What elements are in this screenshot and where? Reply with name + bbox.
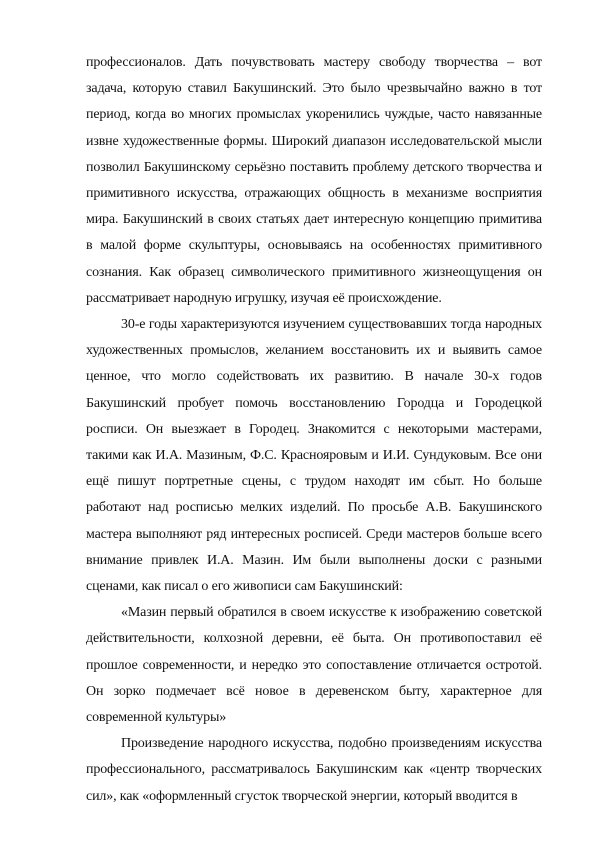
paragraph-mazin-quote: «Мазин первый обратился в своем искусстве к изображению советской действительности, колхозной деревни, её быта. Он противопоставил её прошлое современности, и нередко это сопоставление отличается остротой. Он зорко подмечает всё новое в деревенском быту, характерное для современной культуры» [86,605,542,726]
paragraph-folk-art-work: Произведение народного искусства, подобно произведениям искусства профессионального, рассматривалось Бакушинским как «центр творческих сил», как «оформленный сгусток творческой энергии, который вводится в [86,736,542,804]
paragraph-30s-years: 30-е годы характеризуются изучением существовавших тогда народных художественных промыслов, желанием восстановить их и выявить самое ценное, что могло содействовать их развитию. В начале 30-х годов Бакушинский пробует помочь восстановлению Городца и Городецкой росписи. Он выезжает в Городец. Знакомится с некоторыми мастерами, такими как И.А. Мазиным, Ф.С. Краснояровым и И.И. Сундуковым. Все они ещё пишут портретные сцены, с трудом находят им сбыт. Но больше работают над росписью мелких изделий. По просьбе А.В. Бакушинского мастера выполняют ряд интересных росписей. Среди мастеров больше всего внимание привлек И.А. Мазин. Им были выполнены доски с разными сценами, как писал о его живописи сам Бакушинский: [86,317,542,595]
document-body [86,50,542,810]
paragraph-continuation: профессионалов. Дать почувствовать мастеру свободу творчества – вот задача, которую ставил Бакушинский. Это было чрезвычайно важно в тот период, когда во многих промыслах укоренились чуждые, часто навязанные извне художественные формы. Широкий диапазон исследовательской мысли позволил Бакушинскому серьёзно поставить проблему детского творчества и примитивного искусства, отражающих общность в механизме восприятия мира. Бакушинский в своих статьях дает интересную концепцию примитива в малой форме скульптуры, основываясь на особенностях примитивного сознания. Как образец символического примитивного жизнеощущения он рассматривает народную игрушку, изучая её происхождение. [86,55,542,306]
